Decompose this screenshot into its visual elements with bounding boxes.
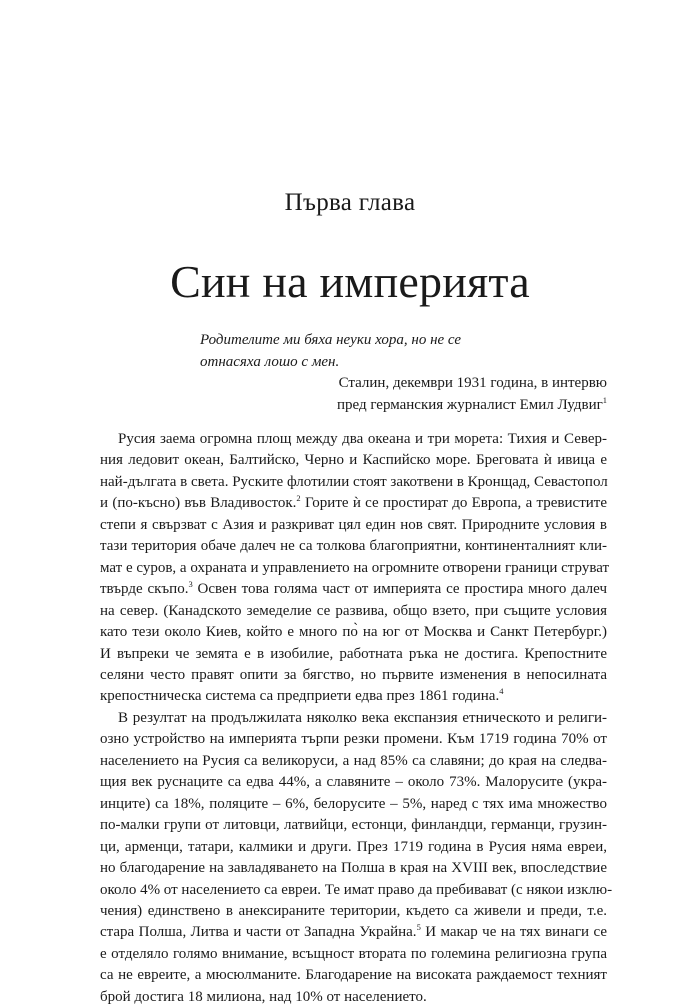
body-line <box>100 729 607 750</box>
body-line <box>100 922 607 943</box>
footnote-marker: 2 <box>296 493 301 504</box>
body-line-text: като тези около Киев, който е много по̀ на юг от Москва и Санкт Петербург.) <box>100 624 607 641</box>
body-line-text: Горите ѝ се простират до Европа, а тревистите <box>300 495 607 512</box>
body-line-text: е отделяло голямо внимание, всъщност втората по големина религиозна група <box>100 945 607 962</box>
body-line-text: стара Полша, Литва и части от Западна Украйна. <box>100 924 417 941</box>
epigraph <box>200 330 607 416</box>
body-line <box>100 772 607 793</box>
footnote-marker: 3 <box>188 579 193 590</box>
body-line <box>100 558 610 579</box>
body-line-text: но благодарение на завладяването на Полша в края на XVIII век, впоследствие <box>100 860 607 877</box>
body-line <box>100 751 607 772</box>
attribution-text: пред германския журналист Емил Лудвиг <box>336 396 603 413</box>
body-line <box>100 944 607 965</box>
footnote-marker: 4 <box>499 686 504 697</box>
chapter-title: Син на империята <box>170 256 530 307</box>
body-line-text: около 4% от населението са евреи. Те имат право да пребивават (с някои изклю- <box>100 881 613 898</box>
body-line-text: озно устройство на империята търпи резки промени. Към 1719 година 70% от <box>100 731 607 748</box>
body-line <box>100 429 607 450</box>
body-line <box>100 901 607 922</box>
body-line <box>100 644 607 665</box>
epigraph-quote-line: Родителите ми бяха неуки хора, но не се <box>200 332 462 348</box>
body-line-text: инците) са 18%, поляците – 6%, белорусите – 5%, наред с тях има множество <box>100 795 607 812</box>
footnote-marker: 1 <box>602 394 607 405</box>
body-line-text: В резултат на продължилата няколко века експанзия етническото и религи- <box>118 709 607 726</box>
body-line <box>100 815 607 836</box>
body-line <box>100 686 607 707</box>
body-line-text: населението на Русия са великоруси, а над 85% са славяни; до края на следва- <box>100 752 607 769</box>
body-line-text: щия век руснаците са едва 44%, а славяните – около 73%. Малорусите (укра- <box>100 774 607 791</box>
body-line-text: Русия заема огромна площ между два океана и три морета: Тихия и Север- <box>118 431 607 447</box>
body-line <box>100 858 607 879</box>
body-line-text: брой достига 18 милиона, над 10% от населението. <box>100 988 427 1005</box>
body-line <box>100 450 607 471</box>
body-line-text: по-малки групи от литовци, латвийци, естонци, финландци, германци, грузин- <box>100 817 607 834</box>
body-line <box>100 987 607 1008</box>
body-line <box>100 622 607 643</box>
body-line-text: мат е суров, а охраната и управлението на огромните отворени граници струват <box>100 559 610 576</box>
epigraph-quote-line: отнасяха лошо с мен. <box>200 353 340 370</box>
body-line <box>100 965 607 986</box>
body-line <box>100 601 607 622</box>
body-line-text: най-дългата в света. Руските флотилии стоят закотвени в Кронщад, Севастопол <box>100 473 608 490</box>
chapter-label: Първа глава <box>284 189 416 216</box>
epigraph-attribution-line <box>200 373 607 395</box>
body-line-text: ния ледовит океан, Балтийско, Черно и Каспийско море. Бреговата ѝ ивица е <box>100 452 607 469</box>
body-line <box>100 493 607 514</box>
body-line-text: И въпреки че земята е в изобилие, работната ръка не достига. Крепостните <box>100 645 607 662</box>
body-line <box>100 665 607 686</box>
body-line-text: ци, арменци, татари, калмики и други. През 1719 година в Русия няма евреи, <box>100 838 607 855</box>
body-line-text: чения) единствено в анексираните територии, където са живели и преди, т.е. <box>100 902 607 919</box>
epigraph-attribution-line <box>200 395 607 417</box>
body-line-text: крепостническа система са предприети едва през 1861 година. <box>100 688 500 705</box>
body-line-text: са не евреите, а мюсюлманите. Благодарение на високата раждаемост техният <box>100 967 607 984</box>
body-line <box>100 837 607 858</box>
body-line <box>100 472 607 493</box>
body-line <box>100 880 613 901</box>
body-line-text: твърде скъпо. <box>100 581 189 598</box>
body-text <box>100 429 613 1008</box>
body-line-text: степи я свързват с Азия и разкриват цял един нов свят. Природните условия в <box>100 516 607 533</box>
body-line <box>100 794 607 815</box>
body-line <box>100 579 607 600</box>
body-line-text: тази територия обаче далеч не са толкова благоприятни, континенталният кли- <box>100 538 607 555</box>
body-line-text: И макар че на тях винаги се <box>420 924 607 941</box>
attribution-text: Сталин, декември 1931 година, в интервю <box>338 375 607 391</box>
body-line <box>100 515 607 536</box>
body-line-text: Освен това голяма част от империята се простира много далеч <box>192 581 607 598</box>
body-line-text: на север. (Канадското земеделие се развива, общо взето, при същите условия <box>100 602 607 619</box>
body-line-text: селяни често правят опити за бягство, но първите изменения в непосилната <box>100 666 607 683</box>
body-line-text: и (по-късно) във Владивосток. <box>100 495 297 512</box>
body-line <box>100 708 607 729</box>
body-line <box>100 536 607 557</box>
footnote-marker: 5 <box>416 922 421 933</box>
